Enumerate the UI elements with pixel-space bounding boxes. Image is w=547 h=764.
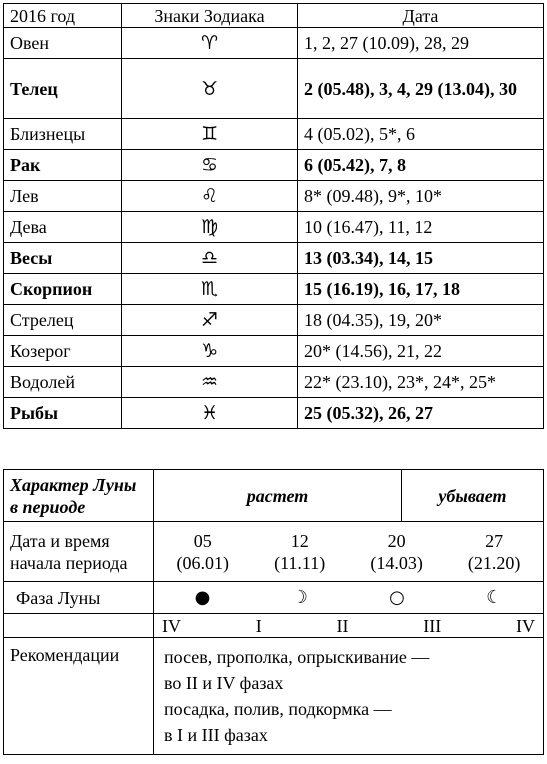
- moon-phase-icon: ●: [194, 586, 211, 608]
- table-row: [4, 398, 544, 429]
- table-row: [4, 274, 544, 305]
- phase-row: [4, 582, 544, 614]
- sign-name: Овен: [4, 28, 122, 59]
- sign-dates: 1, 2, 27 (10.09), 28, 29: [298, 28, 544, 59]
- sign-dates: 13 (03.34), 14, 15: [298, 243, 544, 274]
- moon-character-row: [4, 470, 544, 522]
- sign-name: Скорпион: [4, 274, 122, 305]
- sign-name: Водолей: [4, 367, 122, 398]
- phase-icons: [154, 582, 544, 614]
- recommendation-line: посадка, полив, подкормка —: [164, 699, 392, 719]
- table-row: [4, 28, 544, 59]
- recommendation-line: во II и IV фазах: [164, 673, 284, 693]
- zodiac-symbol-icon: ♏: [122, 274, 298, 305]
- sign-dates: 25 (05.32), 26, 27: [298, 398, 544, 429]
- zodiac-symbol-icon: ♓: [122, 398, 298, 429]
- recommendations-label: Рекомендации: [4, 638, 154, 755]
- zodiac-symbol-icon: ♑: [122, 336, 298, 367]
- sign-dates: 6 (05.42), 7, 8: [298, 150, 544, 181]
- table-row: [4, 150, 544, 181]
- period-time: (14.03): [370, 552, 423, 573]
- period-time: (11.11): [274, 552, 326, 573]
- header-signs: Знаки Зодиака: [122, 4, 298, 28]
- moon-phase-icon: ☾: [486, 586, 503, 608]
- period-label: Дата и время начала периода: [4, 522, 154, 582]
- sign-dates: 10 (16.47), 11, 12: [298, 212, 544, 243]
- zodiac-symbol-icon: ♊: [122, 119, 298, 150]
- period-time: (21.20): [467, 552, 521, 573]
- period-day: 27: [485, 530, 504, 551]
- recommendation-line: посев, прополка, опрыскивание —: [164, 647, 430, 667]
- moon-phase-icon: ○: [389, 586, 405, 608]
- period-values: [154, 522, 544, 582]
- zodiac-table: [3, 3, 544, 429]
- table-row: [4, 212, 544, 243]
- zodiac-symbol-icon: ♈: [122, 28, 298, 59]
- table-row: [4, 119, 544, 150]
- sign-name: Весы: [4, 243, 122, 274]
- sign-name: Близнецы: [4, 119, 122, 150]
- sign-dates: 22* (23.10), 23*, 24*, 25*: [298, 367, 544, 398]
- table-header-row: [4, 4, 544, 28]
- phase-number: I: [255, 615, 262, 636]
- phase-label: Фаза Луны: [4, 582, 154, 614]
- period-item: [370, 530, 423, 574]
- sign-dates: 4 (05.02), 5*, 6: [298, 119, 544, 150]
- sign-name: Телец: [4, 59, 122, 119]
- zodiac-symbol-icon: ♒: [122, 367, 298, 398]
- table-row: [4, 243, 544, 274]
- moon-character-label: Характер Луны в периоде: [4, 470, 154, 522]
- zodiac-symbol-icon: ♎: [122, 243, 298, 274]
- header-year: 2016 год: [4, 4, 122, 28]
- recommendations-row: [4, 638, 544, 755]
- table-row: [4, 181, 544, 212]
- sign-name: Рак: [4, 150, 122, 181]
- phase-number: IV: [515, 615, 535, 636]
- phase-number: III: [423, 615, 442, 636]
- zodiac-symbol-icon: ♌: [122, 181, 298, 212]
- period-item: [274, 530, 325, 574]
- period-item: [177, 530, 230, 574]
- sign-dates: 2 (05.48), 3, 4, 29 (13.04), 30: [298, 59, 544, 119]
- sign-name: Дева: [4, 212, 122, 243]
- period-day: 05: [193, 530, 212, 551]
- sign-dates: 15 (16.19), 16, 17, 18: [298, 274, 544, 305]
- recommendations-text: [154, 638, 544, 755]
- moon-phase-icon: ☽: [291, 586, 308, 608]
- sign-name: Рыбы: [4, 398, 122, 429]
- table-row: [4, 336, 544, 367]
- sign-dates: 20* (14.56), 21, 22: [298, 336, 544, 367]
- period-time: (06.01): [176, 552, 230, 573]
- phase-number: II: [336, 615, 349, 636]
- zodiac-symbol-icon: ♉: [122, 59, 298, 119]
- waxing-label: растет: [154, 470, 402, 522]
- period-row: [4, 522, 544, 582]
- phase-number-row: [4, 614, 544, 638]
- header-dates: Дата: [298, 4, 544, 28]
- zodiac-symbol-icon: ♋: [122, 150, 298, 181]
- zodiac-symbol-icon: ♍: [122, 212, 298, 243]
- sign-name: Лев: [4, 181, 122, 212]
- zodiac-symbol-icon: ♐: [122, 305, 298, 336]
- sign-name: Козерог: [4, 336, 122, 367]
- recommendation-line: в I и III фазах: [164, 725, 268, 745]
- waning-label: убывает: [402, 470, 544, 522]
- sign-dates: 18 (04.35), 19, 20*: [298, 305, 544, 336]
- table-row: [4, 305, 544, 336]
- period-day: 20: [387, 530, 406, 551]
- phase-numbers: [154, 614, 544, 638]
- phase-number: IV: [162, 615, 181, 636]
- period-item: [468, 530, 521, 574]
- sign-dates: 8* (09.48), 9*, 10*: [298, 181, 544, 212]
- table-row: [4, 59, 544, 119]
- moon-table: [3, 469, 544, 755]
- sign-name: Стрелец: [4, 305, 122, 336]
- period-day: 12: [290, 530, 309, 551]
- table-row: [4, 367, 544, 398]
